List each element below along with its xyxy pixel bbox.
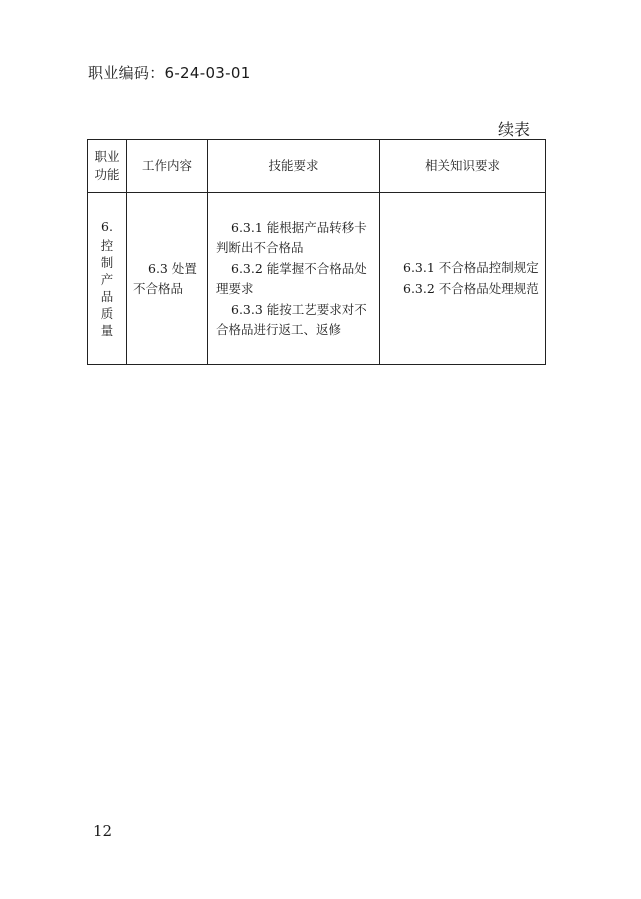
function-name: 控制产品质量 xyxy=(100,237,114,338)
table-row xyxy=(88,193,546,365)
work-content-cell xyxy=(127,193,208,365)
skill-item: 6.3.1 能根据产品转移卡判断出不合格品 xyxy=(216,219,367,255)
header-function: 职业功能 xyxy=(88,140,127,193)
knowledge-item: 6.3.1 不合格品控制规定 xyxy=(403,260,539,275)
skill-item: 6.3.2 能掌握不合格品处理要求 xyxy=(216,260,367,296)
continued-label: 续表 xyxy=(498,120,531,139)
knowledge-cell xyxy=(380,193,546,365)
page-number: 12 xyxy=(93,822,113,840)
table-header-row xyxy=(88,140,546,193)
header-work-content: 工作内容 xyxy=(127,140,208,193)
knowledge-item: 6.3.2 不合格品处理规范 xyxy=(403,281,539,296)
skill-standard-table xyxy=(87,139,546,365)
skill-item: 6.3.3 能按工艺要求对不合格品进行返工、返修 xyxy=(216,301,367,337)
header-knowledge: 相关知识要求 xyxy=(380,140,546,193)
skills-cell xyxy=(208,193,380,365)
function-cell xyxy=(88,193,127,365)
work-content-text: 6.3 处置不合格品 xyxy=(133,260,197,296)
occupation-code: 职业编码：6-24-03-01 xyxy=(88,64,251,82)
header-skills: 技能要求 xyxy=(208,140,380,193)
function-number: 6. xyxy=(101,218,113,234)
